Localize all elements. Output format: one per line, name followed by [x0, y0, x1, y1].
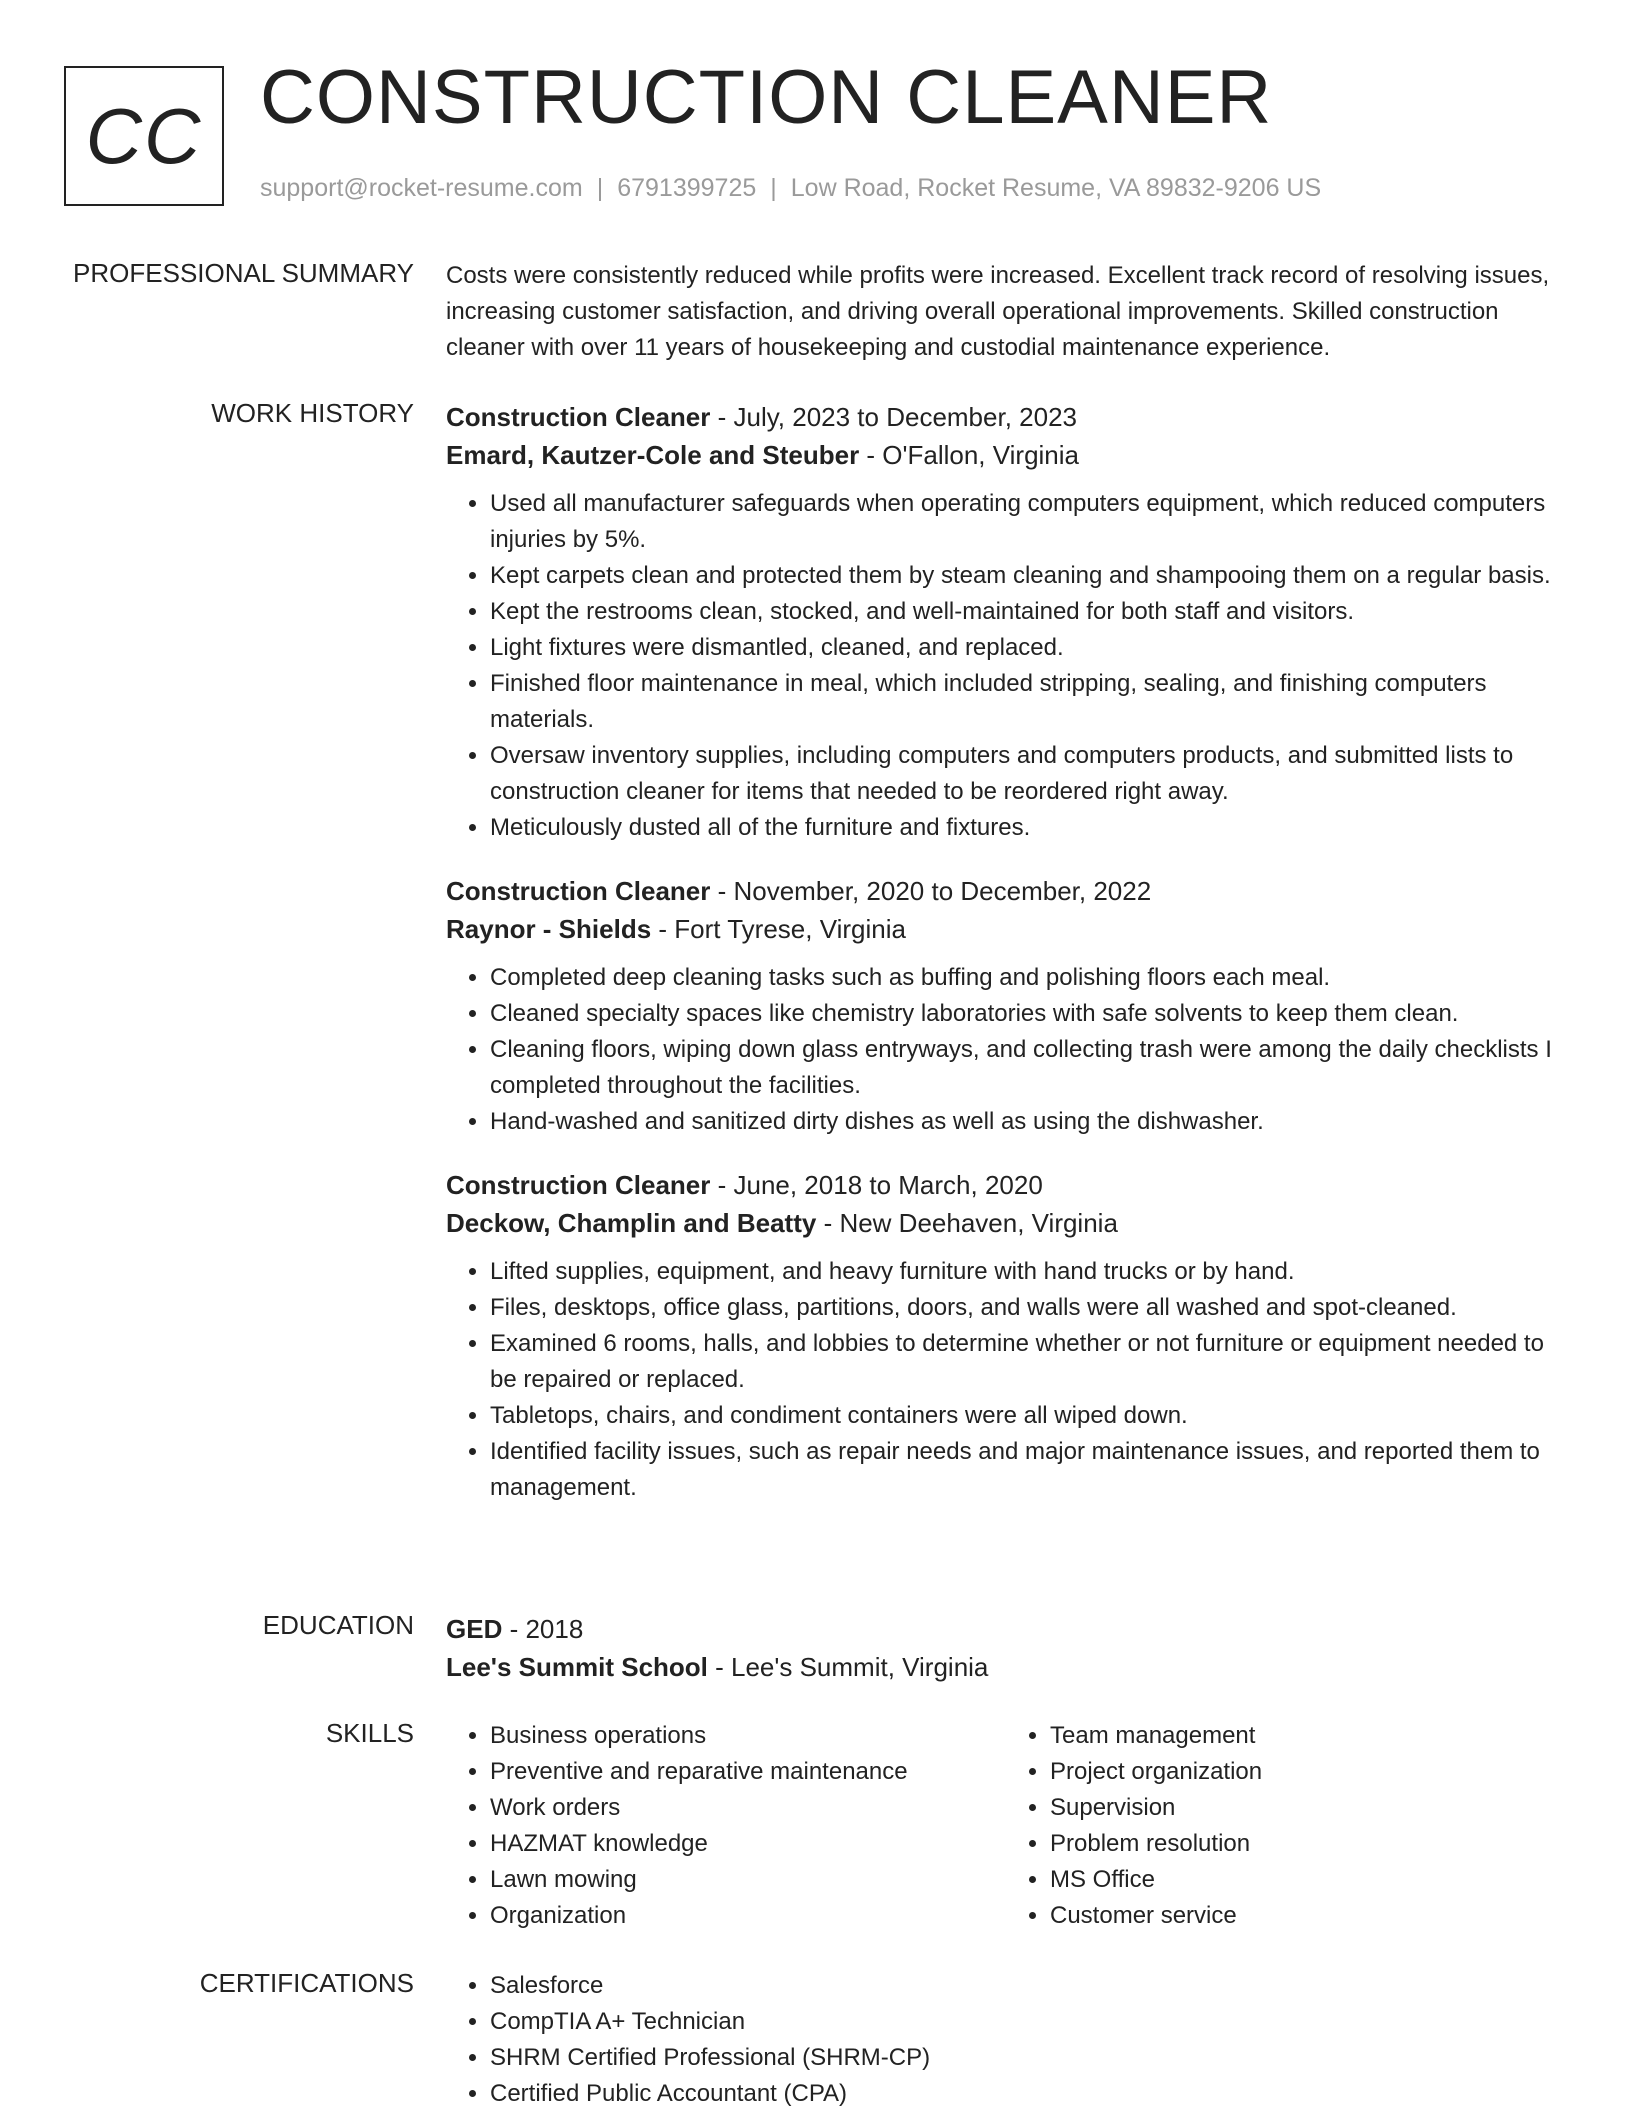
job-company: Deckow, Champlin and Beatty [446, 1208, 817, 1238]
monogram-badge: CC [64, 66, 224, 206]
summary-text: Costs were consistently reduced while profits were increased. Excellent track record of resolving issues, increasing customer satisfaction, and driving overall operational improvements. Skilled construction cleaner with over 11 years of housekeeping and custodial maintenance experience. [446, 262, 1550, 361]
job-bullet: • Examined 6 rooms, halls, and lobbies to determine whether or not furniture or equipment needed to be repaired or replaced. [490, 1326, 1566, 1398]
job-bullet: • Kept the restrooms clean, stocked, and well-maintained for both staff and visitors. [490, 594, 1566, 630]
education-content [446, 1610, 1566, 1686]
certifications-list [446, 1968, 1566, 2112]
job-entry [446, 1166, 1566, 1506]
contact-phone: 6791399725 [617, 174, 757, 202]
job-company: Emard, Kautzer-Cole and Steuber [446, 440, 860, 470]
certification-item: • SHRM Certified Professional (SHRM-CP) [490, 2040, 1566, 2076]
job-bullet: • Lifted supplies, equipment, and heavy furniture with hand trucks or by hand. [490, 1254, 1566, 1290]
skill-item: • Work orders [490, 1790, 1006, 1826]
contact-separator: | [770, 174, 777, 202]
section-label-skills: SKILLS [325, 1718, 414, 1748]
certification-item: • Salesforce [490, 1968, 1566, 2004]
education-year: - 2018 [502, 1614, 584, 1644]
job-bullet: • Completed deep cleaning tasks such as buffing and polishing floors each meal. [490, 960, 1566, 996]
section-label-work: WORK HISTORY [211, 398, 414, 428]
job-bullet: • Cleaning floors, wiping down glass entryways, and collecting trash were among the daily checklists I completed throughout the facilities. [490, 1032, 1566, 1104]
job-bullet: • Hand-washed and sanitized dirty dishes as well as using the dishwasher. [490, 1104, 1566, 1140]
contact-address: Low Road, Rocket Resume, VA 89832-9206 US [790, 174, 1322, 202]
job-entry [446, 872, 1566, 1140]
job-bullet: • Cleaned specialty spaces like chemistry laboratories with safe solvents to keep them clean. [490, 996, 1566, 1032]
job-bullet: • Meticulously dusted all of the furniture and fixtures. [490, 810, 1566, 846]
work-history-content [446, 398, 1566, 1532]
contact-email: support@rocket-resume.com [260, 174, 583, 202]
job-bullets [446, 1254, 1566, 1506]
job-dates: - June, 2018 to March, 2020 [710, 1170, 1043, 1200]
job-company: Raynor - Shields [446, 914, 652, 944]
job-bullet: • Finished floor maintenance in meal, which included stripping, sealing, and finishing computers materials. [490, 666, 1566, 738]
education-school-line [446, 1648, 1566, 1686]
job-location: - O'Fallon, Virginia [859, 440, 1079, 470]
job-bullet: • Used all manufacturer safeguards when operating computers equipment, which reduced computers injuries by 5%. [490, 486, 1566, 558]
job-bullets [446, 486, 1566, 846]
skill-item: • Preventive and reparative maintenance [490, 1754, 1006, 1790]
skills-content [446, 1718, 1566, 1934]
job-company-line [446, 436, 1566, 474]
job-bullet: • Files, desktops, office glass, partitions, doors, and walls were all washed and spot-cleaned. [490, 1290, 1566, 1326]
skill-item: • Organization [490, 1898, 1006, 1934]
skill-item: • MS Office [1050, 1862, 1566, 1898]
job-title: Construction Cleaner [446, 402, 711, 432]
job-bullet: • Kept carpets clean and protected them by steam cleaning and shampooing them on a regular basis. [490, 558, 1566, 594]
certifications-content [446, 1968, 1566, 2112]
section-label-summary: PROFESSIONAL SUMMARY [73, 258, 414, 288]
skills-column-right [1006, 1718, 1566, 1934]
job-dates: - July, 2023 to December, 2023 [710, 402, 1077, 432]
certification-item: • CompTIA A+ Technician [490, 2004, 1566, 2040]
job-entry [446, 398, 1566, 846]
education-school: Lee's Summit School [446, 1652, 708, 1682]
education-location: - Lee's Summit, Virginia [707, 1652, 989, 1682]
job-bullet: • Oversaw inventory supplies, including computers and computers products, and submitted lists to construction cleaner for items that needed to be reordered right away. [490, 738, 1566, 810]
skill-item: • HAZMAT knowledge [490, 1826, 1006, 1862]
education-degree: GED [446, 1614, 503, 1644]
job-title: Construction Cleaner [446, 876, 711, 906]
skills-grid [446, 1718, 1566, 1934]
job-title-line [446, 1166, 1566, 1204]
contact-separator: | [596, 174, 604, 202]
job-title-line [446, 872, 1566, 910]
job-bullets [446, 960, 1566, 1140]
job-bullet: • Identified facility issues, such as repair needs and major maintenance issues, and reported them to management. [490, 1434, 1566, 1506]
job-title-line [446, 398, 1566, 436]
skill-item: • Business operations [490, 1718, 1006, 1754]
skill-item: • Problem resolution [1050, 1826, 1566, 1862]
skill-item: • Project organization [1050, 1754, 1566, 1790]
job-company-line [446, 910, 1566, 948]
resume-name: CONSTRUCTION CLEANER [260, 55, 1273, 140]
job-title: Construction Cleaner [446, 1170, 711, 1200]
skill-item: • Team management [1050, 1718, 1566, 1754]
job-location: - Fort Tyrese, Virginia [651, 914, 906, 944]
section-label-education: EDUCATION [262, 1610, 414, 1640]
job-bullet: • Light fixtures were dismantled, cleaned, and replaced. [490, 630, 1566, 666]
job-company-line [446, 1204, 1566, 1242]
summary-content [446, 258, 1566, 366]
skill-item: • Lawn mowing [490, 1862, 1006, 1898]
skill-item: • Customer service [1050, 1898, 1566, 1934]
section-label-certifications: CERTIFICATIONS [199, 1968, 414, 1998]
skills-column-left [446, 1718, 1006, 1934]
job-location: - New Deehaven, Virginia [816, 1208, 1118, 1238]
contact-line [260, 174, 1321, 203]
education-degree-line [446, 1610, 1566, 1648]
skill-item: • Supervision [1050, 1790, 1566, 1826]
job-dates: - November, 2020 to December, 2022 [710, 876, 1152, 906]
job-bullet: • Tabletops, chairs, and condiment containers were all wiped down. [490, 1398, 1566, 1434]
certification-item: • Certified Public Accountant (CPA) [490, 2076, 1566, 2112]
